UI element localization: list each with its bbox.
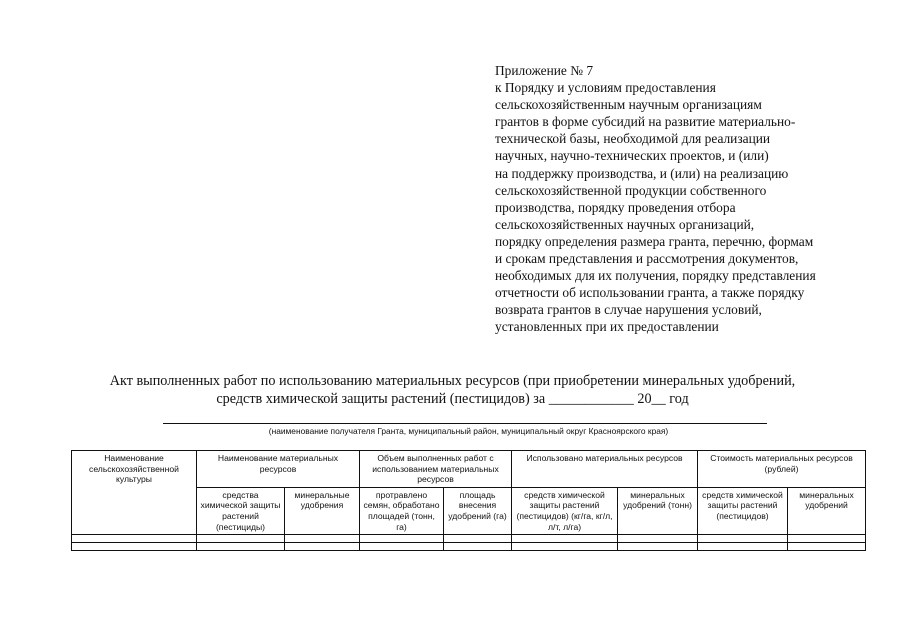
appendix-line: грантов в форме субсидий на развитие материально-	[495, 114, 796, 130]
header-volume: Объем выполненных работ с использованием материальных ресурсов	[360, 451, 512, 488]
appendix-line: установленных при их предоставлении	[495, 319, 719, 335]
appendix-line: отчетности об использовании гранта, а также порядку	[495, 285, 805, 301]
appendix-line: порядку определения размера гранта, перечню, формам	[495, 233, 814, 249]
header-materials: Наименование материальных ресурсов	[197, 451, 360, 488]
subheader-cell: площадь внесения удобрений (га)	[444, 487, 512, 534]
appendix-header	[495, 62, 895, 336]
table-cell	[788, 543, 866, 551]
appendix-line: необходимых для их получения, порядку представления	[495, 268, 816, 284]
act-title	[60, 372, 845, 408]
header-used: Использовано материальных ресурсов	[512, 451, 698, 488]
act-table	[71, 450, 866, 551]
subheader-cell: минеральных удобрений (тонн)	[618, 487, 698, 534]
subheader-cell: минеральных удобрений	[788, 487, 866, 534]
appendix-line: на поддержку производства, и (или) на реализацию	[495, 165, 789, 181]
table-cell	[285, 543, 360, 551]
table-cell	[618, 535, 698, 543]
recipient-underline	[163, 423, 767, 424]
appendix-line: к Порядку и условиям предоставления	[495, 80, 716, 96]
appendix-line: и срокам представления и рассмотрения документов,	[495, 251, 799, 267]
appendix-line: возврата грантов в случае нарушения условий,	[495, 302, 762, 318]
subheader-cell: средства химической защиты растений (пестициды)	[197, 487, 285, 534]
table-header-row	[72, 451, 866, 488]
table-cell	[72, 543, 197, 551]
table-row	[72, 543, 866, 551]
table-cell	[285, 535, 360, 543]
subheader-cell: средств химической защиты растений (пестицидов)	[698, 487, 788, 534]
table-cell	[512, 535, 618, 543]
table-cell	[197, 543, 285, 551]
subheader-cell: минеральные удобрения	[285, 487, 360, 534]
appendix-line: сельскохозяйственных научных организаций,	[495, 216, 755, 232]
table-row	[72, 535, 866, 543]
table-cell	[72, 535, 197, 543]
table-cell	[698, 543, 788, 551]
table-cell	[360, 543, 444, 551]
header-cost: Стоимость материальных ресурсов (рублей)	[698, 451, 866, 488]
appendix-line: сельскохозяйственным научным организациям	[495, 97, 762, 113]
act-title-line-1: Акт выполненных работ по использованию материальных ресурсов (при приобретении минеральных удобрений,	[109, 373, 796, 389]
header-crop: Наименование сельскохозяйственной культуры	[72, 451, 197, 535]
appendix-line: научных, научно-технических проектов, и (или)	[495, 148, 769, 164]
table-cell	[444, 543, 512, 551]
table-cell	[444, 535, 512, 543]
table-cell	[788, 535, 866, 543]
table-cell	[360, 535, 444, 543]
table-cell	[698, 535, 788, 543]
subheader-cell: протравлено семян, обработано площадей (тонн, га)	[360, 487, 444, 534]
act-title-line-2: средств химической защиты растений (пестицидов) за ____________ 20__ год	[216, 391, 689, 407]
subheader-cell: средств химической защиты растений (пестицидов) (кг/га, кг/л, л/т, л/га)	[512, 487, 618, 534]
recipient-caption: (наименование получателя Гранта, муниципальный район, муниципальный округ Красноярского края)	[268, 426, 669, 436]
table-cell	[197, 535, 285, 543]
appendix-line: Приложение № 7	[495, 63, 594, 78]
appendix-line: производства, порядку проведения отбора	[495, 199, 736, 215]
table-cell	[618, 543, 698, 551]
appendix-line: сельскохозяйственной продукции собственного	[495, 182, 767, 198]
table-cell	[512, 543, 618, 551]
appendix-line: технической базы, необходимой для реализации	[495, 131, 771, 147]
